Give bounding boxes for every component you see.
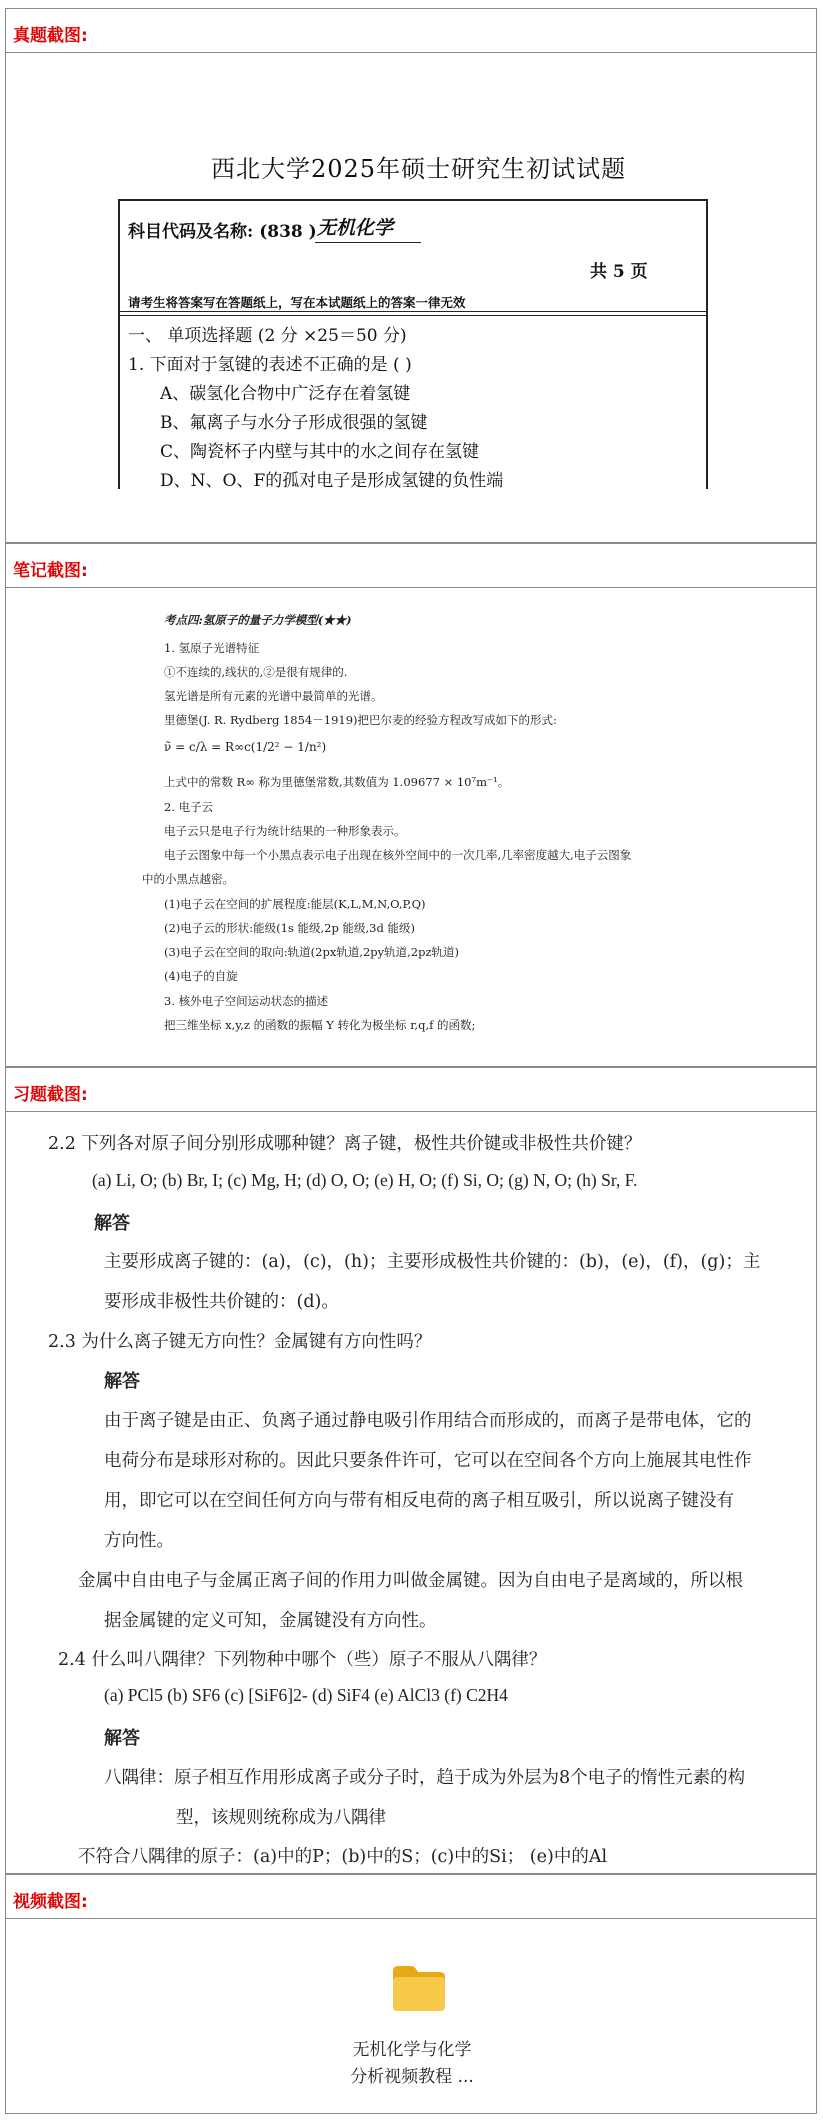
answer-line: 由于离子键是由正、负离子通过静电吸引作用结合而形成的，而离子是带电体，它的 bbox=[104, 1411, 752, 1431]
exam-paper-box bbox=[118, 199, 708, 489]
notes-line: ①不连续的,线状的,②是很有规律的. bbox=[164, 665, 348, 679]
notes-line: (2)电子云的形状:能级(1s 能级,2p 能级,3d 能级) bbox=[164, 921, 415, 935]
answer-line: 电荷分布是球形对称的。因此只要条件许可，它可以在空间各个方向上施展其电性作 bbox=[104, 1451, 752, 1471]
question-2-2-items: (a) Li, O; (b) Br, I; (c) Mg, H; (d) O, O; (e) H, O; (f) Si, O; (g) N, O; (h) Sr, F. bbox=[92, 1170, 638, 1190]
question-2-2: 2.2 下列各对原子间分别形成哪种键？离子键，极性共价键或非极性共价键？ bbox=[48, 1134, 642, 1154]
rydberg-formula: ν̃ = c/λ = R∞c(1/2² − 1/n²) bbox=[164, 740, 327, 754]
answer-label: 解答 bbox=[104, 1371, 140, 1392]
notes-line: 里德堡(J. R. Rydberg 1854－1919)把巴尔麦的经验方程改写成如下的形式: bbox=[164, 713, 557, 727]
answer-line: 八隅律：原子相互作用形成离子或分子时，趋于成为外层为8个电子的惰性元素的构 bbox=[104, 1768, 746, 1788]
question-1: 1. 下面对于氢键的表述不正确的是 ( ) bbox=[128, 355, 412, 375]
exercise-header: 习题截图: bbox=[6, 1068, 816, 1112]
exercise-screenshot-panel bbox=[5, 1067, 817, 1874]
exam-notice: 请考生将答案写在答题纸上，写在本试题纸上的答案一律无效 bbox=[128, 295, 466, 310]
exam-screenshot-panel bbox=[5, 8, 817, 543]
section-title: 一、 单项选择题 (2 分 ×25＝50 分) bbox=[128, 326, 407, 346]
notes-header: 笔记截图: bbox=[6, 544, 816, 588]
answer-line: 要形成非极性共价键的：(d)。 bbox=[104, 1292, 339, 1312]
option-c: C、陶瓷杯子内壁与其中的水之间存在氢键 bbox=[160, 442, 480, 462]
answer-line: 方向性。 bbox=[104, 1531, 174, 1551]
exam-header: 真题截图: bbox=[6, 9, 816, 53]
option-d: D、N、O、F的孤对电子是形成氢键的负性端 bbox=[160, 471, 504, 491]
answer-line: 主要形成离子键的：(a)，(c)，(h)；主要形成极性共价键的：(b)，(e)，(f)，(g)；主 bbox=[104, 1252, 761, 1272]
notes-subhead-1: 1. 氢原子光谱特征 bbox=[164, 641, 260, 655]
exam-title: 西北大学2025年硕士研究生初试试题 bbox=[211, 155, 627, 183]
notes-line: 中的小黑点越密。 bbox=[142, 872, 234, 886]
notes-line: (3)电子云在空间的取向:轨道(2px轨道,2py轨道,2pz轨道) bbox=[164, 945, 460, 959]
notes-heading: 考点四:氢原子的量子力学模型(★★) bbox=[164, 613, 352, 627]
answer-line: 用，即它可以在空间任何方向与带有相反电荷的离子相互吸引，所以说离子键没有 bbox=[104, 1491, 734, 1511]
notes-line: (1)电子云在空间的扩展程度:能层(K,L,M,N,O,P,Q) bbox=[164, 897, 426, 911]
question-2-3: 2.3 为什么离子键无方向性？金属键有方向性吗？ bbox=[48, 1332, 432, 1352]
notes-line: 把三维坐标 x,y,z 的函数的振幅 Y 转化为极坐标 r,q,f 的函数; bbox=[164, 1018, 476, 1032]
divider-bottom bbox=[120, 315, 706, 316]
notes-line: 上式中的常数 R∞ 称为里德堡常数,其数值为 1.09677 × 10⁷m⁻¹。 bbox=[164, 775, 510, 789]
divider-top bbox=[120, 311, 706, 312]
question-2-4-items: (a) PCl5 (b) SF6 (c) [SiF6]2- (d) SiF4 (e) AlCl3 (f) C2H4 bbox=[104, 1685, 508, 1705]
answer-line: 据金属键的定义可知，金属键没有方向性。 bbox=[104, 1611, 437, 1631]
option-a: A、碳氢化合物中广泛存在着氢键 bbox=[160, 384, 411, 404]
subject-label: 科目代码及名称: (838 ) bbox=[128, 222, 317, 242]
answer-label: 解答 bbox=[94, 1213, 130, 1234]
notes-line: 电子云图象中每一个小黑点表示电子出现在核外空间中的一次几率,几率密度越大,电子云图象 bbox=[164, 848, 632, 862]
video-header: 视频截图: bbox=[6, 1875, 816, 1919]
answer-line: 金属中自由电子与金属正离子间的作用力叫做金属键。因为自由电子是离域的，所以根 bbox=[78, 1571, 743, 1591]
answer-line: 不符合八隅律的原子：(a)中的P；(b)中的S；(c)中的Si； (e)中的Al bbox=[78, 1847, 608, 1867]
notes-line: 电子云只是电子行为统计结果的一种形象表示。 bbox=[164, 824, 406, 838]
page-count: 共 5 页 bbox=[590, 262, 648, 282]
video-title-line-1[interactable]: 无机化学与化学 bbox=[352, 2040, 472, 2060]
answer-label: 解答 bbox=[104, 1728, 140, 1749]
video-screenshot-panel bbox=[5, 1874, 817, 2114]
notes-screenshot-panel bbox=[5, 543, 817, 1067]
question-2-4: 2.4 什么叫八隅律？下列物种中哪个（些）原子不服从八隅律？ bbox=[58, 1650, 547, 1670]
subject-name: 无机化学 bbox=[315, 213, 421, 243]
option-b: B、氟离子与水分子形成很强的氢键 bbox=[160, 413, 428, 433]
video-title-line-2[interactable]: 分析视频教程 ... bbox=[350, 2067, 474, 2087]
notes-subhead-3: 3. 核外电子空间运动状态的描述 bbox=[164, 994, 329, 1008]
folder-icon[interactable] bbox=[390, 1961, 448, 2015]
notes-line: 氢光谱是所有元素的光谱中最简单的光谱。 bbox=[164, 689, 383, 703]
notes-line: (4)电子的自旋 bbox=[164, 969, 238, 983]
notes-subhead-2: 2. 电子云 bbox=[164, 800, 214, 814]
answer-line: 型，该规则统称成为八隅律 bbox=[176, 1808, 386, 1828]
